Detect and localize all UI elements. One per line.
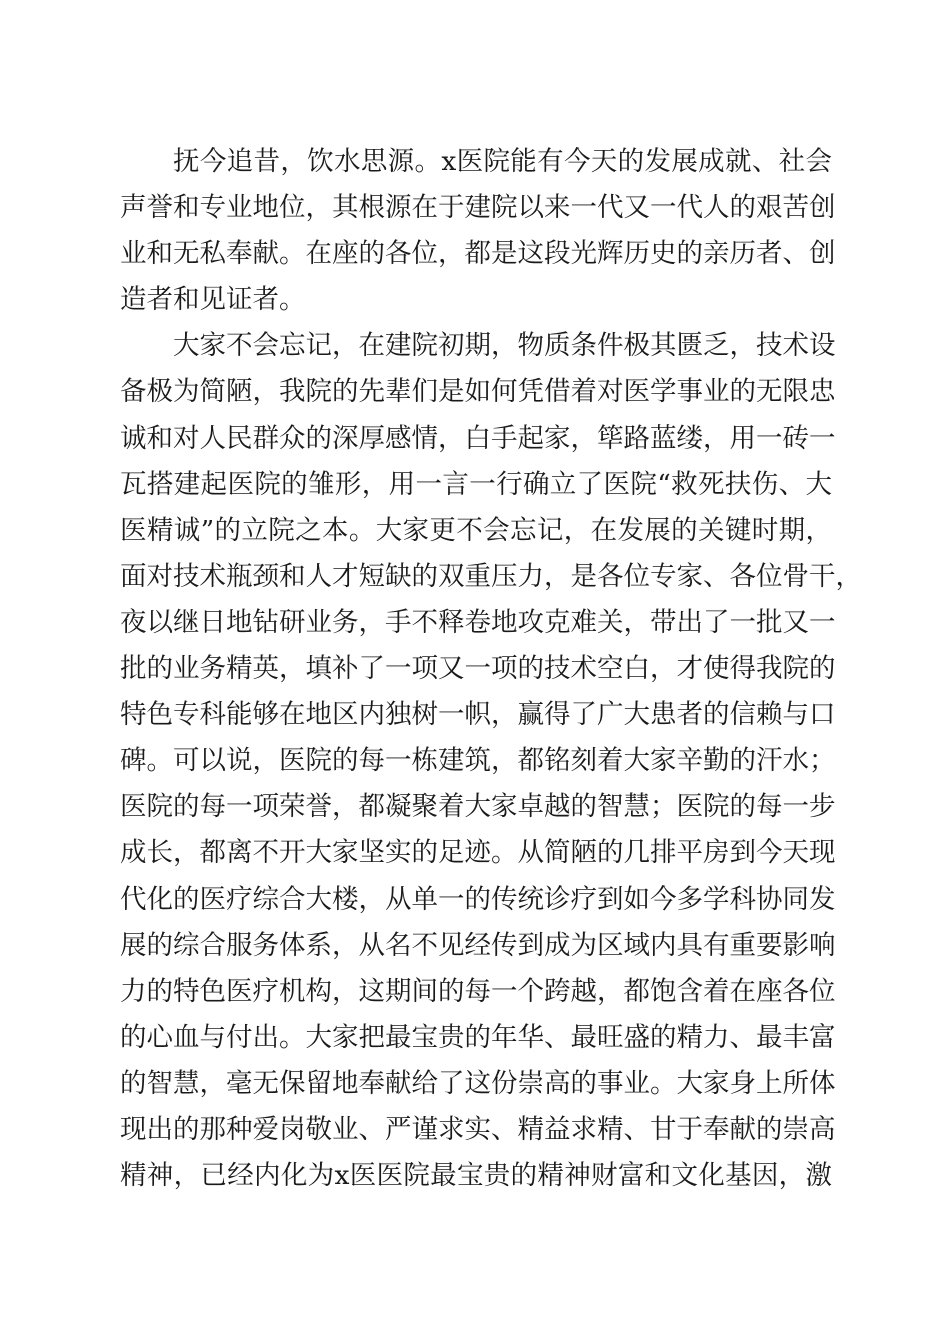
paragraph-2-line-6: 面对技术瓶颈和人才短缺的双重压力，是各位专家、各位骨干， [120, 560, 862, 592]
body-text [120, 139, 862, 1199]
paragraph-2-line-18: 现出的那种爱岗敬业、严谨求实、精益求精、甘于奉献的崇高 [120, 1113, 836, 1145]
paragraph-2-line-13: 代化的医疗综合大楼，从单一的传统诊疗到如今多学科协同发 [120, 883, 836, 915]
paragraph-2-line-11: 医院的每一项荣誉，都凝聚着大家卓越的智慧；医院的每一步 [120, 791, 836, 823]
paragraph-1-line-4: 造者和见证者。 [120, 284, 306, 316]
paragraph-2-line-16: 的心血与付出。大家把最宝贵的年华、最旺盛的精力、最丰富 [120, 1021, 836, 1053]
paragraph-1-line-1: 抚今追昔，饮水思源。x医院能有今天的发展成就、社会 [173, 146, 832, 177]
paragraph-2-line-1: 大家不会忘记，在建院初期，物质条件极其匮乏，技术设 [173, 330, 836, 362]
paragraph-2-line-12: 成长，都离不开大家坚实的足迹。从简陋的几排平房到今天现 [120, 837, 836, 869]
paragraph-2-line-7: 夜以继日地钻研业务，手不释卷地攻克难关，带出了一批又一 [120, 606, 836, 638]
paragraph-2-line-2: 备极为简陋，我院的先辈们是如何凭借着对医学事业的无限忠 [120, 376, 836, 408]
paragraph-2-line-3: 诚和对人民群众的深厚感情，白手起家，筚路蓝缕，用一砖一 [120, 422, 836, 454]
paragraph-2-line-9: 特色专科能够在地区内独树一帜，赢得了广大患者的信赖与口 [120, 699, 836, 731]
paragraph-2-line-10: 碑。可以说，医院的每一栋建筑，都铭刻着大家辛勤的汗水； [120, 745, 836, 777]
paragraph-2-line-5: 医精诚”的立院之本。大家更不会忘记，在发展的关键时期， [120, 514, 832, 546]
paragraph-2-line-8: 批的业务精英，填补了一项又一项的技术空白，才使得我院的 [120, 653, 836, 685]
paragraph-2-line-15: 力的特色医疗机构，这期间的每一个跨越，都饱含着在座各位 [120, 975, 836, 1007]
paragraph-2-line-14: 展的综合服务体系，从名不见经传到成为区域内具有重要影响 [120, 929, 836, 961]
paragraph-2-line-17: 的智慧，毫无保留地奉献给了这份崇高的事业。大家身上所体 [120, 1067, 836, 1099]
paragraph-1-line-2: 声誉和专业地位，其根源在于建院以来一代又一代人的艰苦创 [120, 192, 836, 224]
paragraph-2-line-19: 精神，已经内化为x医医院最宝贵的精神财富和文化基因，激 [120, 1160, 832, 1192]
paragraph-2-line-4: 瓦搭建起医院的雏形，用一言一行确立了医院“救死扶伤、大 [120, 468, 832, 500]
paragraph-1-line-3: 业和无私奉献。在座的各位，都是这段光辉历史的亲历者、创 [120, 238, 836, 270]
